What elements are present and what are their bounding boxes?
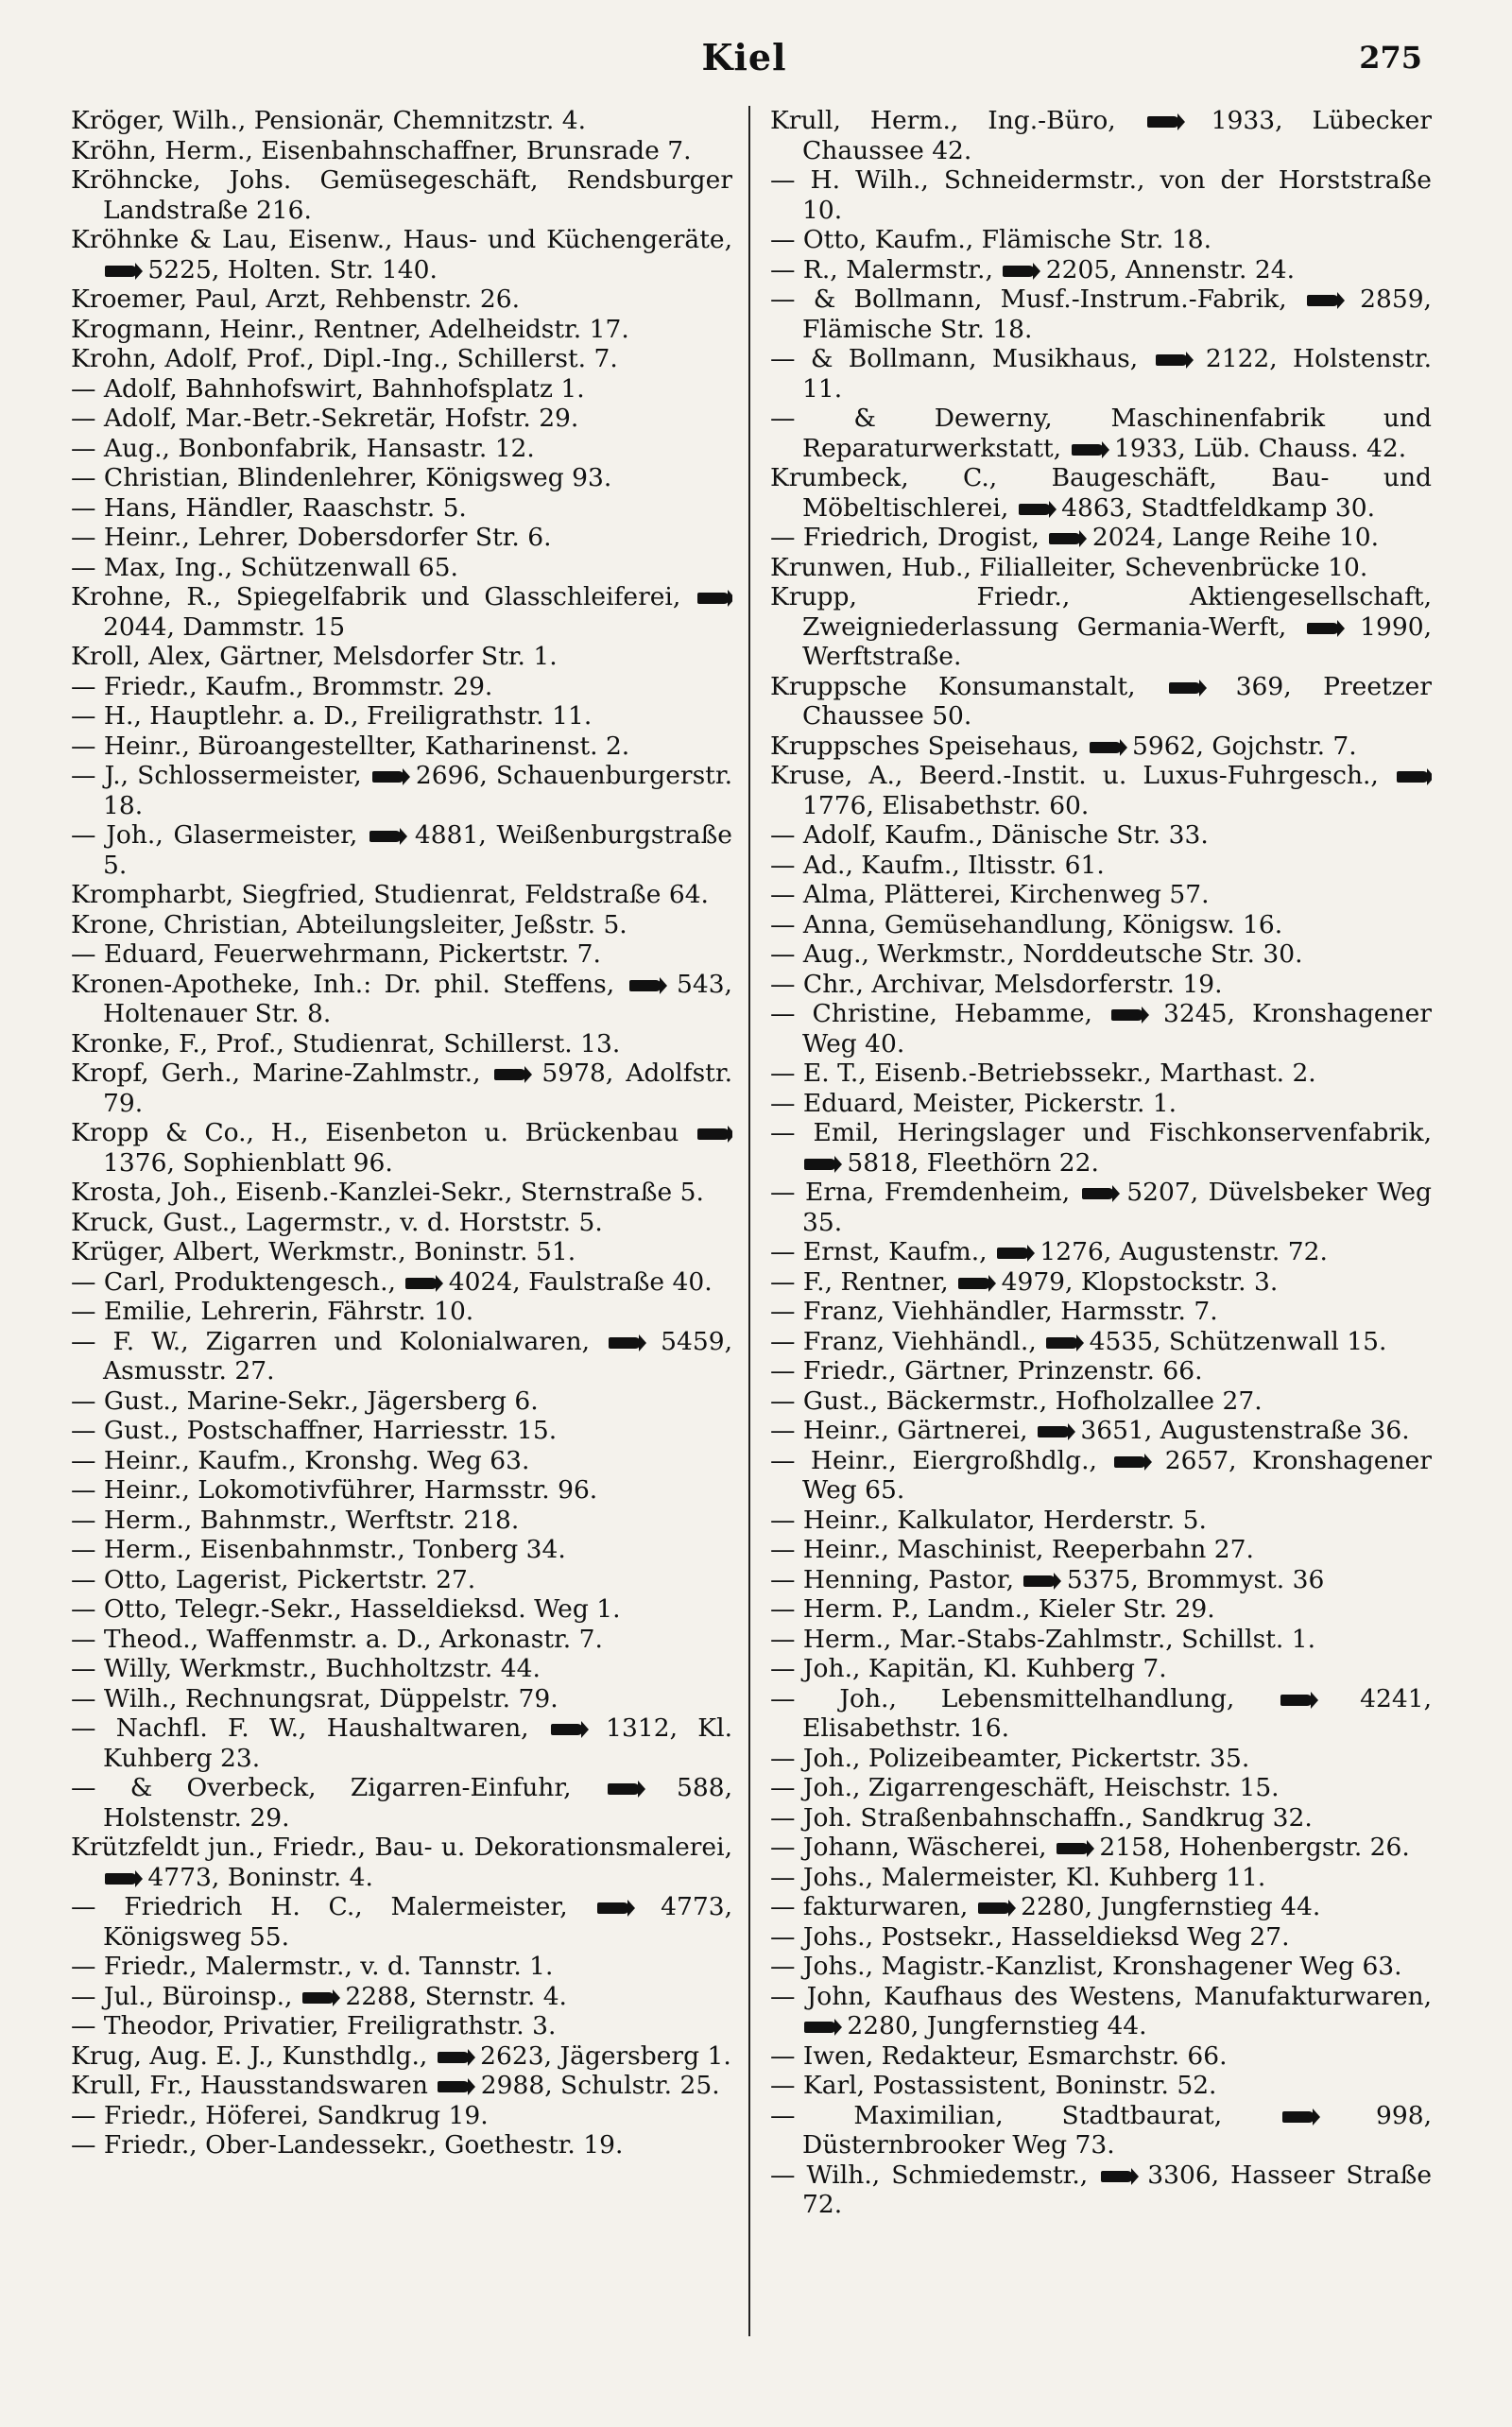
directory-entry: — Heinr., Kalkulator, Herderstr. 5. — [770, 1505, 1207, 1535]
directory-entry: — F., Rentner, 4979, Klopstockstr. 3. — [770, 1266, 1279, 1297]
directory-entry: Kropp & Co., H., Eisenbeton u. Brückenbau 1376, Sophienblatt 96. — [71, 1118, 732, 1178]
directory-entry: — Heinr., Büroangestellter, Katharinenst. 2. — [71, 731, 630, 761]
telephone-icon — [1307, 295, 1339, 306]
telephone-icon — [1072, 444, 1104, 456]
directory-entry: — Anna, Gemüsehandlung, Königsw. 16. — [770, 909, 1283, 939]
directory-entry: — Johs., Magistr.-Kanzlist, Kronshagener Weg 63. — [770, 1952, 1402, 1981]
directory-entry: — Theodor, Privatier, Freiligrathstr. 3. — [71, 2011, 557, 2040]
directory-entry: — Heinr., Lehrer, Dobersdorfer Str. 6. — [71, 523, 552, 552]
telephone-icon — [697, 593, 730, 604]
directory-entry: Kronen-Apotheke, Inh.: Dr. phil. Steffens, 543, Holtenauer Str. 8. — [71, 969, 732, 1028]
directory-entry: — E. T., Eisenb.-Betriebssekr., Marthast. 2. — [770, 1059, 1316, 1088]
directory-entry: — Joh., Glasermeister, 4881, Weißenburgstraße 5. — [71, 820, 732, 880]
telephone-icon — [494, 1069, 526, 1080]
directory-entry: — Nachfl. F. W., Haushaltwaren, 1312, Kl. Kuhberg 23. — [71, 1713, 732, 1773]
directory-entry: — Alma, Plätterei, Kirchenweg 57. — [770, 880, 1210, 909]
telephone-icon — [105, 266, 137, 277]
directory-entry: — Chr., Archivar, Melsdorferstr. 19. — [770, 969, 1223, 999]
telephone-icon — [1046, 1337, 1078, 1349]
directory-entry: — Ernst, Kaufm., 1276, Augustenstr. 72. — [770, 1237, 1328, 1266]
directory-entry: Kroll, Alex, Gärtner, Melsdorfer Str. 1. — [71, 642, 558, 671]
directory-entry: — Karl, Postassistent, Boninstr. 52. — [770, 2071, 1217, 2100]
directory-entry: Krunwen, Hub., Filialleiter, Schevenbrücke 10. — [770, 552, 1368, 582]
directory-entry: — Emil, Heringslager und Fischkonservenfabrik, 5818, Fleethörn 22. — [770, 1118, 1432, 1178]
telephone-icon — [1111, 1009, 1143, 1021]
directory-entry: — H. Wilh., Schneidermstr., von der Horststraße 10. — [770, 165, 1432, 225]
telephone-icon — [697, 1128, 730, 1140]
directory-entry: — Max, Ing., Schützenwall 65. — [71, 552, 458, 582]
directory-entry: — R., Malermstr., 2205, Annenstr. 24. — [770, 254, 1296, 284]
telephone-icon — [1019, 504, 1051, 515]
directory-entry: — F. W., Zigarren und Kolonialwaren, 5459, Asmusstr. 27. — [71, 1326, 732, 1386]
directory-entry: — Friedrich H. C., Malermeister, 4773, Königsweg 55. — [71, 1892, 732, 1952]
telephone-icon — [609, 1337, 641, 1349]
telephone-icon — [1156, 354, 1188, 366]
directory-entry: — Johs., Malermeister, Kl. Kuhberg 11. — [770, 1862, 1266, 1892]
directory-entry: — Friedr., Kaufm., Brommstr. 29. — [71, 671, 493, 701]
directory-entry: — Wilh., Rechnungsrat, Düppelstr. 79. — [71, 1683, 558, 1713]
page-title: Kiel — [701, 36, 787, 78]
telephone-icon — [804, 1159, 836, 1170]
directory-entry: — fakturwaren, 2280, Jungfernstieg 44. — [770, 1892, 1321, 1921]
telephone-icon — [597, 1902, 629, 1914]
telephone-icon — [1280, 1695, 1313, 1706]
telephone-icon — [438, 2081, 470, 2092]
directory-entry: Kröhn, Herm., Eisenbahnschaffner, Brunsrade 7. — [71, 135, 692, 165]
directory-entry: — Friedr., Malermstr., v. d. Tannstr. 1. — [71, 1952, 554, 1981]
directory-entry: — & Bollmann, Musf.-Instrum.-Fabrik, 2859, Flämische Str. 18. — [770, 284, 1432, 344]
page-number: 275 — [1359, 40, 1422, 76]
directory-entry: Kropf, Gerh., Marine-Zahlmstr., 5978, Adolfstr. 79. — [71, 1059, 732, 1118]
directory-entry: — Heinr., Gärtnerei, 3651, Augustenstraße 36. — [770, 1416, 1410, 1445]
directory-entry: — Friedr., Ober-Landessekr., Goethestr. 19. — [71, 2130, 624, 2160]
column-divider — [748, 106, 750, 2336]
directory-entry: — Franz, Viehhändler, Harmsstr. 7. — [770, 1297, 1218, 1326]
telephone-icon — [1397, 771, 1429, 783]
directory-entry: — Friedr., Höferei, Sandkrug 19. — [71, 2100, 489, 2130]
telephone-icon — [608, 1783, 640, 1795]
directory-entry: — Eduard, Feuerwehrmann, Pickertstr. 7. — [71, 939, 601, 969]
directory-entry: — Herm. P., Landm., Kieler Str. 29. — [770, 1594, 1215, 1624]
page-header — [66, 36, 1422, 93]
directory-entry: — Henning, Pastor, 5375, Brommyst. 36 — [770, 1564, 1325, 1594]
directory-entry: — Willy, Werkmstr., Buchholtzstr. 44. — [71, 1654, 541, 1683]
directory-entry: — Heinr., Lokomotivführer, Harmsstr. 96. — [71, 1475, 598, 1505]
directory-entry: — H., Hauptlehr. a. D., Freiligrathstr. 11. — [71, 701, 593, 731]
telephone-icon — [1114, 1456, 1146, 1468]
directory-entry: — Emilie, Lehrerin, Fährstr. 10. — [71, 1297, 474, 1326]
directory-entry: — J., Schlossermeister, 2696, Schauenburgerstr. 18. — [71, 761, 732, 820]
telephone-icon — [1090, 742, 1122, 753]
telephone-icon — [1282, 2111, 1314, 2123]
directory-entry: — Heinr., Eiergroßhdlg., 2657, Kronshagener Weg 65. — [770, 1445, 1432, 1505]
directory-entry: Krull, Fr., Hausstandswaren 2988, Schulstr. 25. — [71, 2071, 720, 2100]
telephone-icon — [804, 2022, 836, 2033]
left-column — [71, 106, 732, 2393]
directory-entry: — Gust., Marine-Sekr., Jägersberg 6. — [71, 1386, 539, 1416]
directory-entry: — Christian, Blindenlehrer, Königsweg 93. — [71, 463, 612, 492]
telephone-icon — [1169, 682, 1201, 694]
right-column — [770, 106, 1432, 2393]
directory-entry: Kröhnke & Lau, Eisenw., Haus- und Küchengeräte, 5225, Holten. Str. 140. — [71, 225, 732, 284]
directory-entry: — Aug., Bonbonfabrik, Hansastr. 12. — [71, 433, 535, 463]
directory-entry: Kröger, Wilh., Pensionär, Chemnitzstr. 4. — [71, 106, 587, 135]
directory-entry: — Adolf, Mar.-Betr.-Sekretär, Hofstr. 29. — [71, 404, 579, 433]
directory-entry: — Adolf, Kaufm., Dänische Str. 33. — [770, 820, 1209, 850]
directory-entry: — Iwen, Redakteur, Esmarchstr. 66. — [770, 2040, 1228, 2071]
telephone-icon — [1147, 116, 1179, 128]
directory-entry: — Otto, Kaufm., Flämische Str. 18. — [770, 225, 1212, 254]
telephone-icon — [1101, 2171, 1133, 2182]
directory-entry: — Carl, Produktengesch., 4024, Faulstraße 40. — [71, 1266, 713, 1297]
directory-entry: Krupp, Friedr., Aktiengesellschaft, Zweigniederlassung Germania-Werft, 1990, Werftstraße. — [770, 582, 1432, 671]
directory-entry: — Joh., Polizeibeamter, Pickertstr. 35. — [770, 1743, 1250, 1773]
directory-entry: — Johann, Wäscherei, 2158, Hohenbergstr. 26. — [770, 1833, 1410, 1862]
directory-entry: — Jul., Büroinsp., 2288, Sternstr. 4. — [71, 1981, 567, 2011]
telephone-icon — [1057, 1843, 1089, 1854]
directory-entry: — Franz, Viehhändl., 4535, Schützenwall 15. — [770, 1326, 1387, 1356]
directory-entry: — Hans, Händler, Raaschstr. 5. — [71, 492, 467, 523]
directory-entry: Kronke, F., Prof., Studienrat, Schillerst. 13. — [71, 1028, 621, 1059]
telephone-icon — [372, 771, 404, 783]
directory-entry: — Joh., Kapitän, Kl. Kuhberg 7. — [770, 1654, 1167, 1683]
directory-entry: — Ad., Kaufm., Iltisstr. 61. — [770, 850, 1105, 880]
telephone-icon — [551, 1724, 583, 1735]
directory-entry: — Gust., Bäckermstr., Hofholzallee 27. — [770, 1386, 1263, 1416]
telephone-icon — [1307, 623, 1339, 634]
directory-entry: Kruse, A., Beerd.-Instit. u. Luxus-Fuhrgesch., 1776, Elisabethstr. 60. — [770, 761, 1432, 820]
telephone-icon — [978, 1902, 1010, 1914]
directory-entry: — Joh. Straßenbahnschaffn., Sandkrug 32. — [770, 1802, 1313, 1833]
telephone-icon — [369, 831, 402, 842]
directory-entry: — Otto, Lagerist, Pickertstr. 27. — [71, 1564, 476, 1594]
directory-entry: — Wilh., Schmiedemstr., 3306, Hasseer Straße 72. — [770, 2160, 1432, 2219]
directory-entry: Krosta, Joh., Eisenb.-Kanzlei-Sekr., Sternstraße 5. — [71, 1178, 704, 1207]
directory-entry: — Friedr., Gärtner, Prinzenstr. 66. — [770, 1356, 1203, 1386]
telephone-icon — [629, 980, 662, 991]
directory-entry: — & Dewerny, Maschinenfabrik und Reparaturwerkstatt, 1933, Lüb. Chauss. 42. — [770, 404, 1432, 463]
directory-entry: Krone, Christian, Abteilungsleiter, Jeßstr. 5. — [71, 909, 627, 939]
directory-entry: Krull, Herm., Ing.-Büro, 1933, Lübecker Chaussee 42. — [770, 106, 1432, 165]
directory-entry: — Joh., Lebensmittelhandlung, 4241, Elisabethstr. 16. — [770, 1683, 1432, 1743]
directory-entry: Kruck, Gust., Lagermstr., v. d. Horststr. 5. — [71, 1207, 603, 1237]
telephone-icon — [997, 1248, 1029, 1259]
directory-entry: — Friedrich, Drogist, 2024, Lange Reihe 10. — [770, 523, 1380, 552]
directory-entry: Krützfeldt jun., Friedr., Bau- u. Dekorationsmalerei, 4773, Boninstr. 4. — [71, 1833, 732, 1892]
directory-entry: — Gust., Postschaffner, Harriesstr. 15. — [71, 1416, 558, 1445]
directory-entry: — John, Kaufhaus des Westens, Manufakturwaren, 2280, Jungfernstieg 44. — [770, 1981, 1432, 2040]
directory-entry: — Otto, Telegr.-Sekr., Hasseldieksd. Weg 1. — [71, 1594, 621, 1624]
telephone-icon — [405, 1278, 438, 1289]
telephone-icon — [1038, 1426, 1070, 1437]
directory-entry: — Erna, Fremdenheim, 5207, Düvelsbeker Weg 35. — [770, 1178, 1432, 1237]
telephone-icon — [438, 2052, 470, 2063]
directory-entry: Krohn, Adolf, Prof., Dipl.-Ing., Schillerst. 7. — [71, 344, 618, 373]
telephone-icon — [302, 1992, 335, 2004]
directory-entry: — Herm., Eisenbahnmstr., Tonberg 34. — [71, 1535, 566, 1564]
directory-entry: — & Overbeck, Zigarren-Einfuhr, 588, Holstenstr. 29. — [71, 1773, 732, 1833]
directory-entry: — Joh., Zigarrengeschäft, Heischstr. 15. — [770, 1773, 1280, 1802]
directory-entry: — Heinr., Maschinist, Reeperbahn 27. — [770, 1535, 1254, 1564]
directory-entry: Krompharbt, Siegfried, Studienrat, Feldstraße 64. — [71, 880, 709, 909]
directory-entry: — & Bollmann, Musikhaus, 2122, Holstenstr. 11. — [770, 344, 1432, 404]
directory-entry: Krogmann, Heinr., Rentner, Adelheidstr. 17. — [71, 314, 629, 344]
directory-entry: — Eduard, Meister, Pickerstr. 1. — [770, 1088, 1177, 1118]
directory-entry: Kröhncke, Johs. Gemüsegeschäft, Rendsburger Landstraße 216. — [71, 165, 732, 225]
telephone-icon — [1023, 1575, 1056, 1587]
telephone-icon — [1049, 533, 1081, 544]
directory-entry: Krohne, R., Spiegelfabrik und Glasschleiferei, 2044, Dammstr. 15 — [71, 582, 732, 642]
telephone-icon — [105, 1873, 137, 1885]
telephone-icon — [1082, 1188, 1114, 1199]
telephone-icon — [1003, 266, 1035, 277]
directory-entry: Kruppsches Speisehaus, 5962, Gojchstr. 7. — [770, 731, 1357, 761]
directory-entry: — Christine, Hebamme, 3245, Kronshagener Weg 40. — [770, 999, 1432, 1059]
directory-entry: Krumbeck, C., Baugeschäft, Bau- und Möbeltischlerei, 4863, Stadtfeldkamp 30. — [770, 463, 1432, 523]
directory-entry: — Herm., Mar.-Stabs-Zahlmstr., Schillst. 1. — [770, 1624, 1315, 1654]
directory-entry: Kruppsche Konsumanstalt, 369, Preetzer Chaussee 50. — [770, 671, 1432, 731]
directory-entry: — Herm., Bahnmstr., Werftstr. 218. — [71, 1505, 520, 1535]
directory-entry: — Maximilian, Stadtbaurat, 998, Düsternbrooker Weg 73. — [770, 2100, 1432, 2160]
directory-entry: Krüger, Albert, Werkmstr., Boninstr. 51. — [71, 1237, 576, 1266]
directory-entry: — Aug., Werkmstr., Norddeutsche Str. 30. — [770, 939, 1303, 969]
telephone-icon — [958, 1278, 990, 1289]
directory-entry: — Theod., Waffenmstr. a. D., Arkonastr. 7. — [71, 1624, 603, 1654]
directory-entry: Krug, Aug. E. J., Kunsthdlg., 2623, Jägersberg 1. — [71, 2040, 731, 2071]
directory-entry: — Johs., Postsekr., Hasseldieksd Weg 27. — [770, 1921, 1290, 1952]
directory-entry: Kroemer, Paul, Arzt, Rehbenstr. 26. — [71, 284, 521, 314]
directory-entry: — Heinr., Kaufm., Kronshg. Weg 63. — [71, 1445, 530, 1475]
directory-entry: — Adolf, Bahnhofswirt, Bahnhofsplatz 1. — [71, 373, 585, 404]
